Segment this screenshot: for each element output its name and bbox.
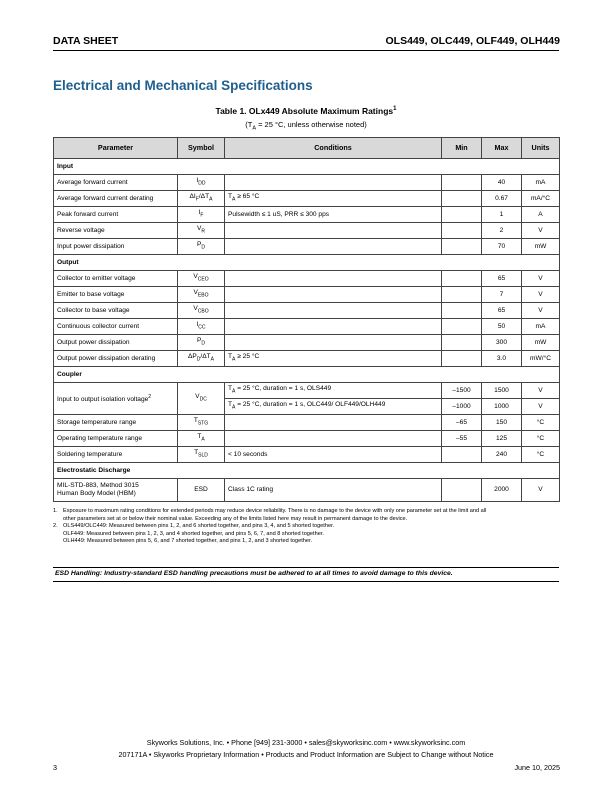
row-units: mA/°C [522, 191, 560, 207]
row-max: 65 [482, 271, 522, 287]
row-conditions [225, 319, 442, 335]
row-symbol: $V_R$ [178, 223, 225, 239]
row-param: Peak forward current [54, 207, 178, 223]
row-min: –65 [442, 415, 482, 431]
row-min [442, 447, 482, 463]
row-max: 2 [482, 223, 522, 239]
esd-rule-top [53, 567, 559, 568]
row-conditions: Pulsewidth ≤ 1 uS, PRR ≤ 300 pps [225, 207, 442, 223]
table-row [54, 479, 560, 502]
row-min [442, 175, 482, 191]
row-param: Collector to emitter voltage [54, 271, 178, 287]
esd-rule-bottom [53, 581, 559, 582]
row-symbol: $I_{CC}$ [178, 319, 225, 335]
row-conditions [225, 175, 442, 191]
row-min [442, 271, 482, 287]
row-symbol: $V_{CEO}$ [178, 271, 225, 287]
row-units: V [522, 271, 560, 287]
subtitle-suffix: = 25 °C, unless otherwise noted) [255, 120, 367, 129]
header-part-numbers: OLS449, OLC449, OLF449, OLH449 [385, 35, 560, 47]
row-units: mW [522, 335, 560, 351]
table-row [54, 335, 560, 351]
col-header-conditions: Conditions [225, 138, 442, 159]
row-param: Storage temperature range [54, 415, 178, 431]
row-max: 3.0 [482, 351, 522, 367]
row-conditions [225, 431, 442, 447]
row-units: V [522, 223, 560, 239]
table-row [54, 447, 560, 463]
row-param: Input to output isolation voltage$^2$ [54, 383, 178, 415]
row-conditions: $T_A = 25$ °C, duration = 1 s, OLC449/ OLF449/OLH449 [225, 399, 442, 415]
table-footnotes [53, 508, 559, 546]
row-max: 1 [482, 207, 522, 223]
col-header-units: Units [522, 138, 560, 159]
table-row [54, 271, 560, 287]
row-conditions [225, 223, 442, 239]
row-param: Soldering temperature [54, 447, 178, 463]
row-units: °C [522, 431, 560, 447]
row-min [442, 191, 482, 207]
row-param: Collector to base voltage [54, 303, 178, 319]
row-max: 0.67 [482, 191, 522, 207]
footer-date: June 10, 2025 [514, 763, 560, 772]
table-row [54, 303, 560, 319]
row-conditions [225, 335, 442, 351]
row-max: 1500 [482, 383, 522, 399]
row-units: V [522, 383, 560, 399]
table-row [54, 351, 560, 367]
row-max: 7 [482, 287, 522, 303]
footnote: 1. Exposure to maximum rating conditions for extended periods may reduce device reliability. There is no damage to the device with only one parameter set at the limit and all other parameters set at or below their nominal value. Exceeding any of the limits listed here may result in permanent damage to the device. [53, 508, 487, 522]
table-row [54, 239, 560, 255]
row-max: 70 [482, 239, 522, 255]
row-conditions: < 10 seconds [225, 447, 442, 463]
row-param: Operating temperature range [54, 431, 178, 447]
row-symbol: $V_{DC}$ [178, 383, 225, 415]
header-doc-type: DATA SHEET [53, 35, 119, 47]
row-min [442, 351, 482, 367]
row-symbol: $I_F$ [178, 207, 225, 223]
row-units: V [522, 399, 560, 415]
row-symbol: $T_{SLD}$ [178, 447, 225, 463]
table-row [54, 207, 560, 223]
table-title [0, 106, 612, 116]
row-min: –55 [442, 431, 482, 447]
col-header-min: Min [442, 138, 482, 159]
subtitle-sub: A [252, 125, 256, 132]
row-conditions [225, 287, 442, 303]
row-units: mA [522, 175, 560, 191]
row-symbol: $V_{EBO}$ [178, 287, 225, 303]
category-row-esd [54, 463, 560, 479]
category-label: Output [54, 255, 560, 271]
header-rule [53, 50, 559, 51]
table-row [54, 223, 560, 239]
category-label: Electrostatic Discharge [54, 463, 560, 479]
row-units: A [522, 207, 560, 223]
row-symbol: $V_{CBO}$ [178, 303, 225, 319]
table-subtitle [0, 120, 612, 132]
table-header-row [54, 138, 560, 159]
footnote: 2. OLS449/OLC449: Measured between pins 1, 2, and 6 shorted together, and pins 3, 4, and 5 shorted together. OLF449: Measured between pins 1, 2, 3, and 4 shorted together, and pins 5, 6, 7, and 8 shorted together. OLH449: Measured between pins 5, 6, and 7 shorted together, and pins 1, 2, and 3 shorted together. [53, 523, 335, 544]
row-max: 50 [482, 319, 522, 335]
footer-contact: Skyworks Solutions, Inc. • Phone [949] 231-3000 • sales@skyworksinc.com • www.skyworksinc.com [146, 738, 466, 747]
row-min [442, 287, 482, 303]
table-row [54, 319, 560, 335]
row-param: Average forward current [54, 175, 178, 191]
row-symbol: $I_{DD}$ [178, 175, 225, 191]
row-units: V [522, 303, 560, 319]
row-symbol: $T_{STG}$ [178, 415, 225, 431]
row-min [442, 319, 482, 335]
row-min [442, 303, 482, 319]
category-label: Input [54, 159, 560, 175]
row-min [442, 207, 482, 223]
row-conditions: $T_A \ge 65$ °C [225, 191, 442, 207]
row-param: Output power dissipation derating [54, 351, 178, 367]
col-header-max: Max [482, 138, 522, 159]
table-row [54, 415, 560, 431]
row-max: 40 [482, 175, 522, 191]
row-min [442, 223, 482, 239]
row-max: 300 [482, 335, 522, 351]
row-min [442, 479, 482, 502]
row-param: Emitter to base voltage [54, 287, 178, 303]
row-param: Input power dissipation [54, 239, 178, 255]
row-conditions [225, 415, 442, 431]
row-units: mW/°C [522, 351, 560, 367]
row-units: °C [522, 447, 560, 463]
row-max: 65 [482, 303, 522, 319]
col-header-symbol: Symbol [178, 138, 225, 159]
category-label: Coupler [54, 367, 560, 383]
row-conditions: $T_A \ge 25$ °C [225, 351, 442, 367]
row-conditions: $T_A = 25$ °C, duration = 1 s, OLS449 [225, 383, 442, 399]
row-symbol: $T_A$ [178, 431, 225, 447]
category-row-coupler [54, 367, 560, 383]
row-max: 2000 [482, 479, 522, 502]
row-units: V [522, 287, 560, 303]
row-min: –1500 [442, 383, 482, 399]
row-param: Output power dissipation [54, 335, 178, 351]
row-symbol: $P_D$ [178, 239, 225, 255]
row-units: mW [522, 239, 560, 255]
row-symbol: ESD [178, 479, 225, 502]
row-units: mA [522, 319, 560, 335]
row-param: MIL-STD-883, Method 3015 Human Body Model (HBM) [54, 479, 178, 502]
row-units: °C [522, 415, 560, 431]
table-row [54, 431, 560, 447]
absolute-max-ratings-table [53, 137, 560, 502]
footer-notice: 207171A • Skyworks Proprietary Information • Products and Product Information are Subject to Change without Notice [118, 750, 494, 759]
table-row [54, 287, 560, 303]
row-conditions [225, 303, 442, 319]
row-max: 125 [482, 431, 522, 447]
esd-handling-note: ESD Handling: Industry-standard ESD handling precautions must be adhered to at all times to avoid damage to this device. [55, 570, 453, 577]
row-conditions [225, 271, 442, 287]
row-max: 240 [482, 447, 522, 463]
row-min [442, 239, 482, 255]
row-max: 150 [482, 415, 522, 431]
subtitle-prefix: (T [245, 120, 253, 129]
row-units: V [522, 479, 560, 502]
page-number: 3 [53, 763, 57, 772]
row-param: Average forward current derating [54, 191, 178, 207]
table-row [54, 191, 560, 207]
table-title-text: Table 1. OLx449 Absolute Maximum Ratings [215, 106, 394, 116]
category-row-output [54, 255, 560, 271]
row-max: 1000 [482, 399, 522, 415]
row-symbol: $\Delta I_F/\Delta T_A$ [178, 191, 225, 207]
row-min [442, 335, 482, 351]
table-row [54, 383, 560, 399]
row-conditions [225, 239, 442, 255]
row-min: –1000 [442, 399, 482, 415]
col-header-parameter: Parameter [54, 138, 178, 159]
row-param: Continuous collector current [54, 319, 178, 335]
row-symbol: $\Delta P_D/\Delta T_A$ [178, 351, 225, 367]
row-conditions: Class 1C rating [225, 479, 442, 502]
table-row [54, 175, 560, 191]
row-param: Reverse voltage [54, 223, 178, 239]
section-title: Electrical and Mechanical Specifications [53, 78, 313, 93]
category-row-input [54, 159, 560, 175]
table-title-footnote: 1 [393, 106, 397, 113]
row-symbol: $P_D$ [178, 335, 225, 351]
